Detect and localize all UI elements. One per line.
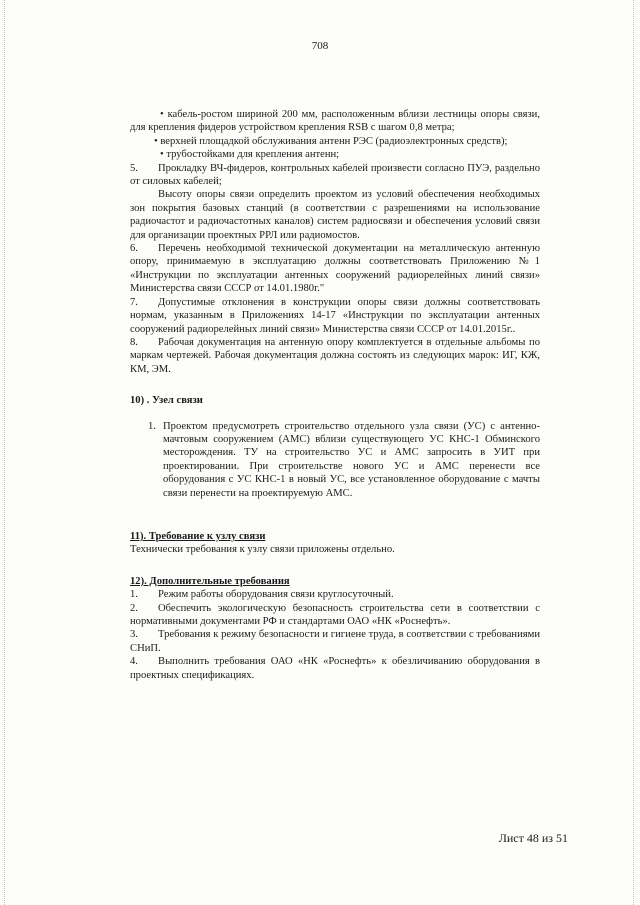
list-item-number: 4. [130, 656, 138, 668]
left-margin-mark [4, 0, 5, 905]
list-item-number: 8. [130, 336, 138, 348]
list-item-number: 3. [130, 629, 138, 641]
list-item-5 [130, 162, 540, 189]
list-item [130, 602, 540, 629]
list-item-text: Рабочая документация на антенную опору комплектуется в отдельные альбомы по маркам чертежей. Рабочая документация должна состоять из следующих марок: ИГ, КЖ, КМ, ЭМ. [130, 336, 540, 375]
list-item [130, 655, 540, 682]
list-item-text: Проектом предусмотреть строительство отдельного узла связи (УС) с антенно-мачтовым сооружением (АМС) вблизи существующего УС КНС-1 Обминского месторождения. ТУ на строительство УС и АМС запросить в УИТ при проектировании. При строительстве нового УС и АМС перенести все оборудования с УС КНС-1 в новый УС, все установленное оборудование с мачты связи перенести на проектируемую АМС. [163, 420, 540, 499]
page-number: 708 [311, 40, 329, 52]
list-item-text: Перечень необходимой технической документации на металлическую антенную опору, принимаемую в эксплуатацию должны соответствовать Приложению №1 «Инструкции по эксплуатации антенных сооружений радиорелейных линий связи» Министерства связи СССР от 14.01.1980г." [130, 243, 540, 295]
list-item-text: Прокладку ВЧ-фидеров, контрольных кабелей произвести согласно ПУЭ, раздельно от силовых кабелей; [130, 162, 540, 188]
section-11-text: Технически требования к узлу связи приложены отдельно. [130, 544, 395, 556]
list-item-number: 7. [130, 296, 138, 308]
section-12-title: 12). Дополнительные требования [130, 575, 290, 587]
bullet-pipe-stands: • трубостойками для крепления антенн; [160, 149, 340, 161]
paragraph-tower-height: Высоту опоры связи определить проектом из условий обеспечения необходимых зон покрытия базовых станций (в соответствии с разрешениями на использование радиочастот и радиочастотных каналов) систем радиосвязи и обеспечения условий связи для организации проектных РРЛ или радиомостов. [130, 189, 540, 241]
bullet-cable-rack: • кабель-ростом шириной 200 мм, расположенным вблизи лестницы опоры связи, для крепления фидеров устройством крепления RSB с шагом 0,8 метра; [130, 109, 540, 134]
list-item-text: Обеспечить экологическую безопасность строительства сети в соответствии с нормативными документами РФ и стандартами ОАО «НК «Роснефть». [130, 602, 540, 627]
section-10-title: 10) . Узел связи [130, 395, 203, 407]
sheet-counter: Лист 48 из 51 [498, 831, 568, 845]
list-item-number: 6. [130, 243, 138, 255]
list-item-text: Выполнить требования ОАО «НК «Роснефть» к обезличиванию оборудования в проектных спецификациях. [130, 656, 540, 681]
list-item-7 [130, 296, 540, 336]
list-item-number: 1. [148, 420, 156, 432]
list-item-8 [130, 336, 540, 376]
section-10-list [148, 420, 540, 500]
list-item-number: 2. [130, 602, 138, 614]
document-body [130, 108, 540, 682]
list-item-number: 1. [130, 589, 138, 601]
list-item [130, 588, 540, 601]
list-item [130, 628, 540, 655]
list-item-6 [130, 242, 540, 296]
section-11-title: 11). Требование к узлу связи [130, 530, 266, 542]
bullet-service-platform: • верхней площадкой обслуживания антенн РЭС (радиоэлектронных средств); [154, 135, 508, 147]
list-item [148, 420, 540, 500]
list-item-number: 5. [130, 162, 138, 174]
list-item-text: Требования к режиму безопасности и гигиене труда, в соответствии с требованиями СНиП. [130, 629, 540, 654]
list-item-text: Допустимые отклонения в конструкции опоры связи должны соответствовать нормам, указанным в Приложениях 14-17 «Инструкции по эксплуатации антенных сооружений радиорелейных линий связи» Министерства связи СССР от 14.01.2015г.. [130, 296, 540, 335]
list-item-text: Режим работы оборудования связи круглосуточный. [158, 589, 394, 601]
right-margin-mark [633, 0, 634, 905]
